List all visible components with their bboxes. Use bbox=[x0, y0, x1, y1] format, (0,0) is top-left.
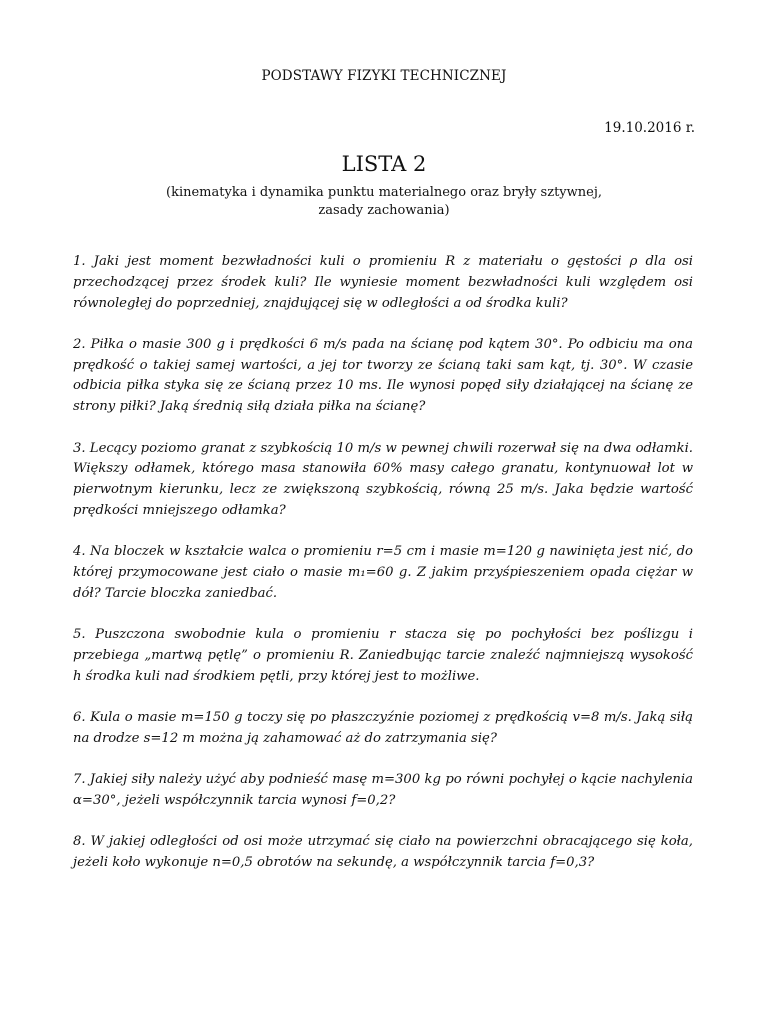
list-subtitle bbox=[0, 184, 768, 220]
problem-2: 2. Piłka o masie 300 g i prędkości 6 m/s pada na ścianę pod kątem 30°. Po odbiciu ma ona prędkość o takiej samej wartości, a jej tor tworzy ze ścianą taki sam kąt, tj. 30°. W czasie odbicia piłka styka się ze ścianą przez 10 ms. Ile wynosi popęd siły działającej na ścianę ze strony piłki? Jaką średnią siłą działa piłka na ścianę? bbox=[73, 336, 693, 415]
course-title: PODSTAWY FIZYKI TECHNICZNEJ bbox=[261, 68, 507, 84]
problem-1: 1. Jaki jest moment bezwładności kuli o promieniu R z materiału o gęstości ρ dla osi przechodzącej przez środek kuli? Ile wyniesie moment bezwładności kuli względem osi równoległej do poprzedniej, znajdującej się w odległości a od środka kuli? bbox=[73, 254, 693, 311]
document-date: 19.10.2016 r. bbox=[604, 120, 695, 136]
subtitle-line-1: (kinematyka i dynamika punktu materialnego oraz bryły sztywnej, bbox=[166, 185, 602, 200]
problem-7: 7. Jakiej siły należy użyć aby podnieść masę m=300 kg po równi pochyłej o kącie nachylenia α=30°, jeżeli współczynnik tarcia wynosi f=0,2? bbox=[73, 772, 693, 808]
problem-3: 3. Lecący poziomo granat z szybkością 10 m/s w pewnej chwili rozerwał się na dwa odłamki. Większy odłamek, którego masa stanowiła 60% masy całego granatu, kontynuował lot w pierwotnym kierunku, lecz ze zwiększoną szybkością, równą 25 m/s. Jaka będzie wartość prędkości mniejszego odłamka? bbox=[73, 440, 693, 518]
problem-8: 8. W jakiej odległości od osi może utrzymać się ciało na powierzchni obracającego się koła, jeżeli koło wykonuje n=0,5 obrotów na sekundę, a współczynnik tarcia f=0,3? bbox=[73, 834, 693, 871]
problem-4: 4. Na bloczek w kształcie walca o promieniu r=5 cm i masie m=120 g nawinięta jest nić, do której przymocowane jest ciało o masie m₁=60 g. Z jakim przyśpieszeniem opada ciężar w dół? Tarcie bloczka zaniedbać. bbox=[73, 544, 693, 601]
subtitle-line-2: zasady zachowania) bbox=[318, 203, 450, 218]
problem-list bbox=[73, 252, 693, 894]
problem-6: 6. Kula o masie m=150 g toczy się po płaszczyźnie poziomej z prędkością v=8 m/s. Jaką siłą na drodze s=12 m można ją zahamować aż do zatrzymania się? bbox=[73, 710, 693, 746]
problem-5: 5. Puszczona swobodnie kula o promieniu r stacza się po pochyłości bez poślizgu i przebiega „martwą pętlę” o promieniu R. Zaniedbując tarcie znaleźć najmniejszą wysokość h środka kuli nad środkiem pętli, przy której jest to możliwe. bbox=[73, 627, 693, 684]
list-title: LISTA 2 bbox=[341, 152, 427, 176]
